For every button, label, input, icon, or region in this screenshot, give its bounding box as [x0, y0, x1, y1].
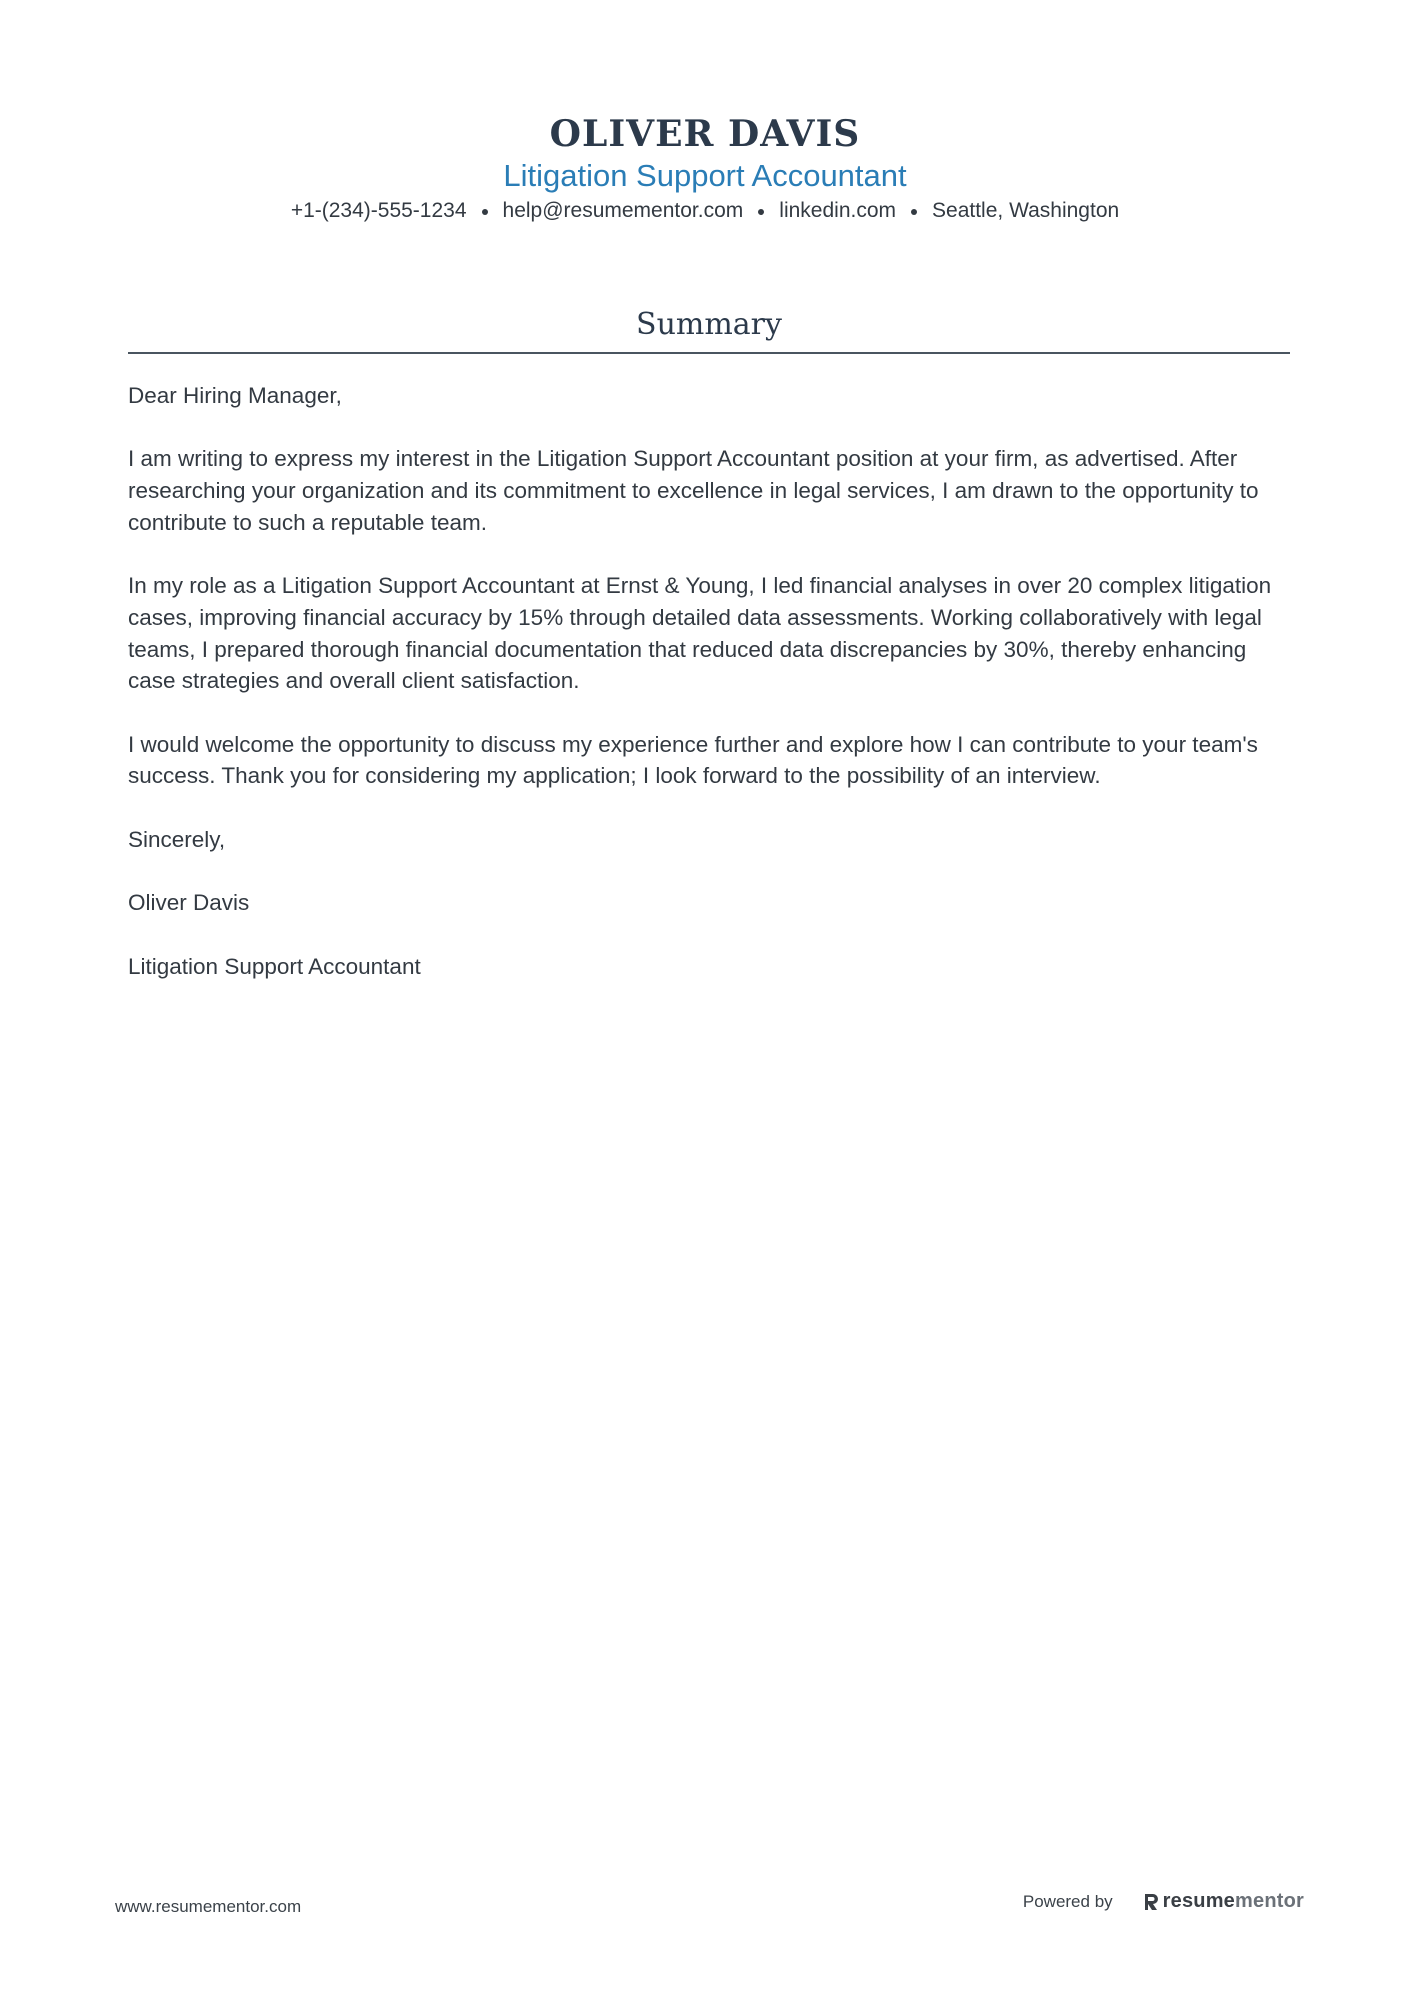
contact-email[interactable]: help@resumementor.com	[502, 199, 744, 222]
letter-paragraph: In my role as a Litigation Support Accountant at Ernst & Young, I led financial analyses in over 20 complex litigation cases, improving financial accuracy by 15% through detailed data assessments. Working collaboratively with legal teams, I prepared thorough financial documentation that reduced data discrepancies by 30%, thereby enhancing case strategies and overall client satisfaction.	[128, 573, 1272, 694]
contact-location: Seattle, Washington	[932, 199, 1120, 222]
header	[0, 112, 1410, 225]
signature-title: Litigation Support Accountant	[128, 953, 421, 979]
powered-by-label: Powered by	[1022, 1891, 1113, 1911]
letter-closing: Sincerely,	[128, 826, 226, 852]
contact-line	[0, 197, 1410, 225]
bullet-separator	[482, 209, 488, 215]
resumementor-logo-icon	[1143, 1892, 1159, 1912]
candidate-name: OLIVER DAVIS	[549, 113, 861, 155]
section-divider	[128, 352, 1290, 354]
letter-greeting: Dear Hiring Manager,	[128, 383, 342, 408]
footer-website[interactable]: www.resumementor.com	[115, 1897, 302, 1916]
letter-body	[128, 380, 1290, 1014]
letter-paragraph: I would welcome the opportunity to discuss my experience further and explore how I can contribute to your team's success. Thank you for considering my application; I look forward to the possibility of an interview.	[128, 731, 1258, 789]
bullet-separator	[758, 209, 764, 215]
signature-name: Oliver Davis	[128, 890, 250, 916]
contact-linkedin[interactable]: linkedin.com	[779, 199, 897, 222]
brand-wordmark	[1163, 1890, 1304, 1913]
letter-paragraph: I am writing to express my interest in the Litigation Support Accountant position at your firm, as advertised. After researching your organization and its commitment to excellence in legal services, I am drawn to the opportunity to contribute to such a reputable team.	[128, 446, 1259, 535]
candidate-title: Litigation Support Accountant	[503, 158, 907, 193]
brand-wordmark-part2: mentor	[1235, 1890, 1304, 1912]
contact-phone: +1-(234)-555-1234	[290, 199, 467, 222]
footer-branding	[1023, 1890, 1304, 1913]
section-title: Summary	[636, 307, 782, 342]
brand-wordmark-part1: resume	[1162, 1890, 1236, 1912]
bullet-separator	[911, 209, 917, 215]
